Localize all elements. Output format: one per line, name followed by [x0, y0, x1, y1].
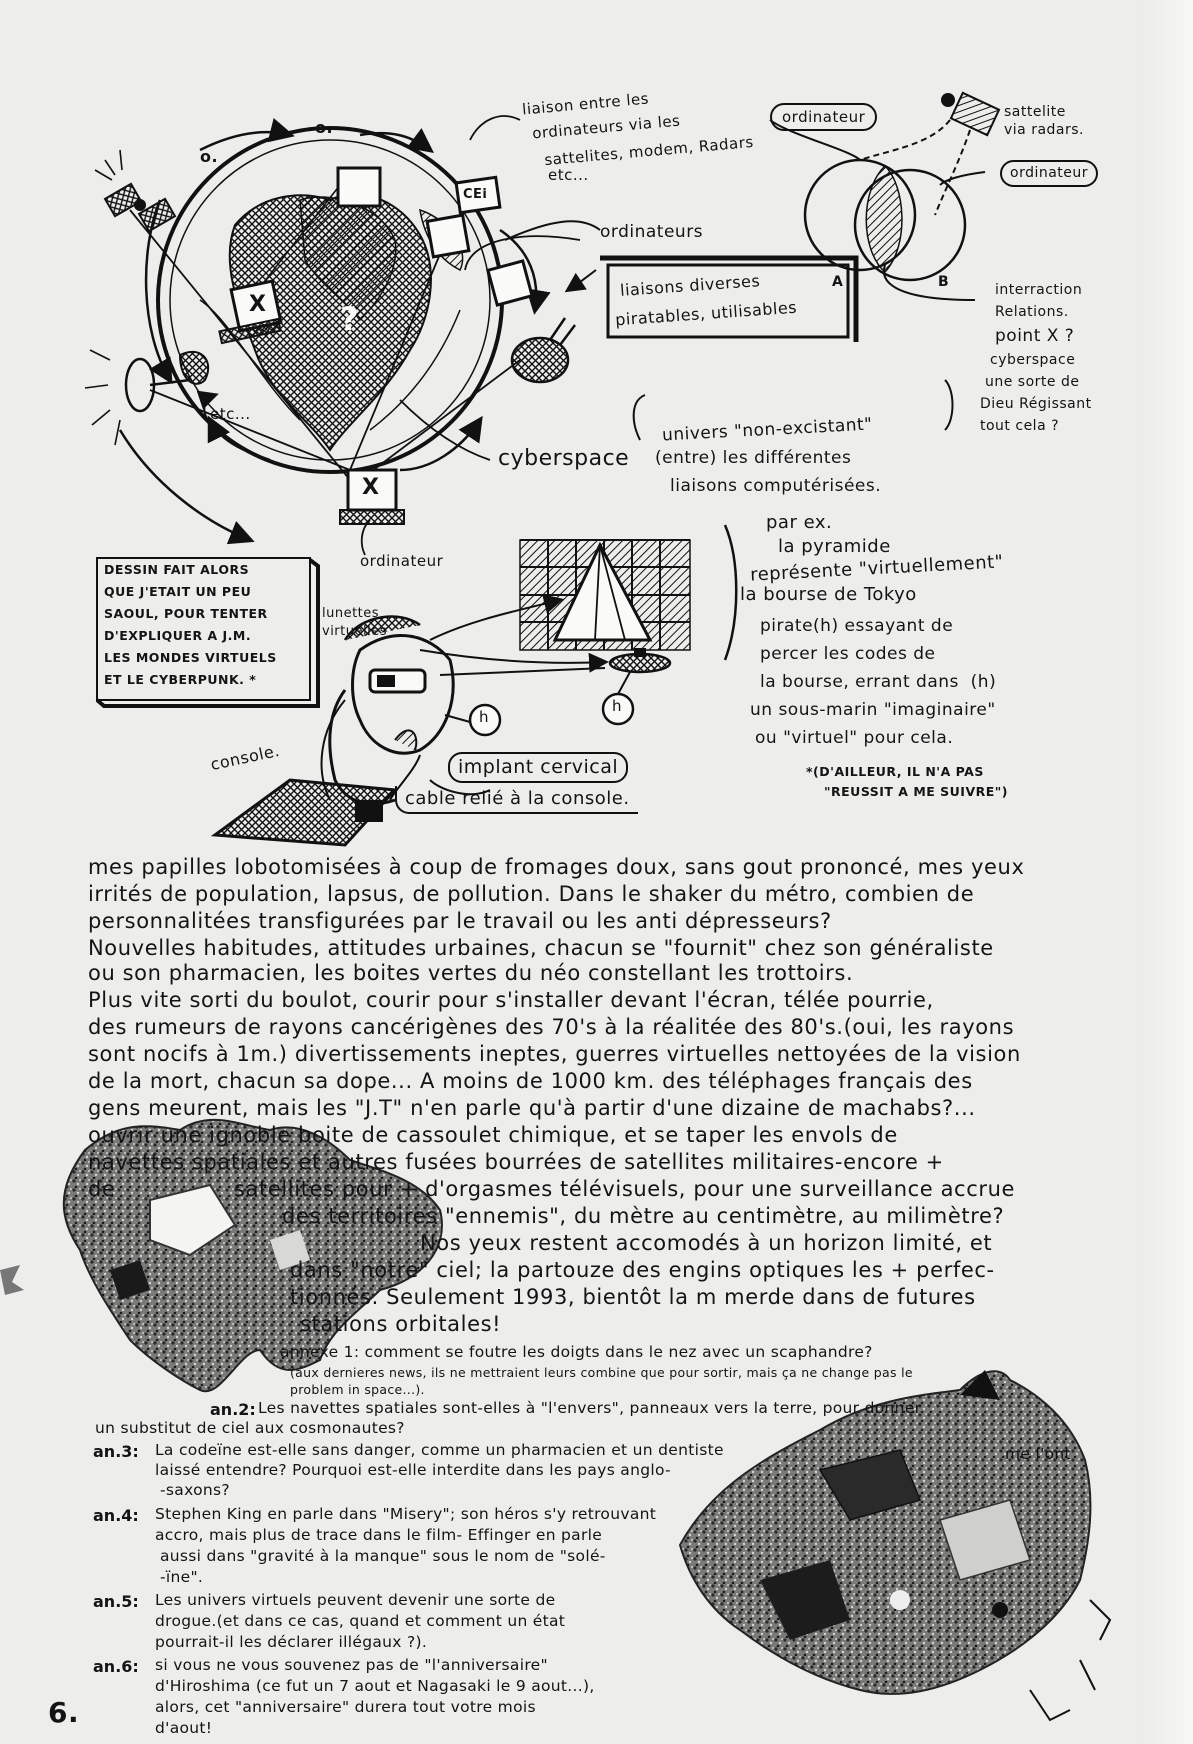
- label-x-box: X: [249, 292, 267, 317]
- body-text-line: de la mort, chacun sa dope... A moins de 1000 km. des téléphages français des: [88, 1069, 973, 1093]
- dessin-note-line: ET LE CYBERPUNK. *: [104, 672, 257, 687]
- annex-4-line: accro, mais plus de trace dans le film- Effinger en parle: [155, 1526, 603, 1544]
- interaction-note-line: cyberspace: [990, 352, 1076, 368]
- annex-2-line: un substitut de ciel aux cosmonautes?: [95, 1419, 405, 1437]
- annex-1-line: problem in space...).: [290, 1382, 425, 1397]
- univers-note-line: liaisons computérisées.: [670, 476, 882, 496]
- label-cyberspace: cyberspace: [498, 446, 630, 471]
- pyramide-note-line: par ex.: [766, 512, 833, 533]
- annex-3-line: La codeïne est-elle sans danger, comme un pharmacien et un dentiste: [155, 1441, 724, 1459]
- dessin-note-line: DESSIN FAIT ALORS: [104, 562, 250, 577]
- annex-6-line: si vous ne vous souvenez pas de "l'anniversaire": [155, 1656, 548, 1674]
- label-satellite: via radars.: [1004, 122, 1085, 138]
- annex-4-number: an.4:: [93, 1506, 139, 1525]
- annex-1-line: annexe 1: comment se foutre les doigts dans le nez avec un scaphandre?: [280, 1343, 873, 1361]
- label-cable: cable relié à la console.: [395, 786, 638, 814]
- body-text-line: sont nocifs à 1m.) divertissements ineptes, guerres virtuelles nettoyées de la vision: [88, 1042, 1021, 1066]
- interaction-note-line: une sorte de: [985, 374, 1080, 390]
- annex-3-line: -saxons?: [160, 1481, 230, 1499]
- pirate-note-line: pirate(h) essayant de: [760, 616, 954, 636]
- annex-3-line: laissé entendre? Pourquoi est-elle interdite dans les pays anglo-: [155, 1461, 671, 1479]
- pirate-note-line: ou "virtuel" pour cela.: [755, 728, 954, 748]
- footnote-line: *(D'AILLEUR, IL N'A PAS: [806, 764, 984, 779]
- pyramide-note-line: représente "virtuellement": [749, 551, 1004, 586]
- annex-4-line: aussi dans "gravité à la manque" sous le nom de "solé-: [160, 1547, 606, 1565]
- pirate-note-line: percer les codes de: [760, 644, 936, 664]
- liaison-note-line: sattelites, modem, Radars: [543, 132, 755, 170]
- body-text-line: stations orbitales!: [300, 1312, 502, 1336]
- body-text-line: des territoires "ennemis", du mètre au centimètre, au milimètre?: [282, 1204, 1005, 1228]
- body-text-line: ou son pharmacien, les boites vertes du néo constellant les trottoirs.: [88, 961, 854, 985]
- annex-5-line: pourrait-il les déclarer illégaux ?).: [155, 1633, 428, 1651]
- pyramide-note-line: la pyramide: [778, 536, 891, 557]
- annex-5-line: Les univers virtuels peuvent devenir une sorte de: [155, 1591, 556, 1609]
- body-text-line: mes papilles lobotomisées à coup de fromages doux, sans gout prononcé, mes yeux: [88, 855, 1025, 879]
- annex-3-line: me l'ont: [1005, 1445, 1071, 1463]
- pirate-note-line: la bourse, errant dans (h): [760, 672, 997, 692]
- footnote-line: "REUSSIT A ME SUIVRE"): [824, 784, 1009, 799]
- pirate-note-line: un sous-marin "imaginaire": [750, 700, 996, 720]
- liaison-note-line: liaison entre les: [521, 89, 650, 119]
- venn-diagram: [770, 120, 985, 300]
- body-text-line: Nos yeux restent accomodés à un horizon limité, et: [420, 1231, 993, 1255]
- label-satellite: sattelite: [1004, 104, 1066, 120]
- dessin-note-line: SAOUL, POUR TENTER: [104, 606, 268, 621]
- univers-note-line: univers "non-excistant": [661, 414, 874, 446]
- annex-6-line: d'aout!: [155, 1719, 213, 1737]
- label-ordinateur-bottom: ordinateur: [360, 552, 444, 570]
- label-x-box-bottom: X: [362, 475, 380, 500]
- body-text-line: gens meurent, mais les "J.T" n'en parle qu'à partir d'une dizaine de machabs?...: [88, 1096, 976, 1120]
- interaction-note-line: tout cela ?: [980, 418, 1060, 434]
- annex-2-number: an.2:: [210, 1400, 256, 1419]
- liaisons-box-line: liaisons diverses: [619, 271, 761, 300]
- annex-4-line: -ïne".: [160, 1568, 204, 1586]
- label-o-left: o.: [200, 147, 219, 166]
- dessin-note-line: QUE J'ETAIT UN PEU: [104, 584, 252, 599]
- annex-1-line: (aux dernieres news, ils ne mettraient leurs combine que pour sortir, mais ça ne change pas le: [290, 1365, 913, 1380]
- pyramide-note-line: la bourse de Tokyo: [740, 584, 917, 605]
- dessin-note-line: LES MONDES VIRTUELS: [104, 650, 277, 665]
- pyramid-grid: [520, 540, 690, 650]
- label-lunettes: virtuelles: [322, 624, 387, 639]
- interaction-note-line: point X ?: [995, 326, 1075, 346]
- label-etc: etc...: [210, 405, 251, 423]
- label-ordinateurs: ordinateurs: [600, 222, 704, 242]
- label-ordinateur-b: ordinateur: [1000, 160, 1098, 187]
- interaction-note-line: interraction: [995, 282, 1083, 298]
- label-venn-a: A: [832, 274, 844, 290]
- annex-5-number: an.5:: [93, 1592, 139, 1611]
- label-lunettes: lunettes: [322, 606, 380, 621]
- univers-note-line: (entre) les différentes: [655, 448, 852, 468]
- liaison-note-line: etc...: [548, 166, 589, 184]
- body-text-line: tionnés. Seulement 1993, bientôt la m merde dans de futures: [290, 1285, 976, 1309]
- body-text-line: ouvrir une ignoble boite de cassoulet chimique, et se taper les envols de: [88, 1123, 898, 1147]
- dessin-note-line: D'EXPLIQUER A J.M.: [104, 628, 252, 643]
- liaison-note-line: ordinateurs via les: [531, 111, 682, 143]
- body-text-line: des rumeurs de rayons cancérigènes des 70's à la réalitée des 80's.(oui, les rayons: [88, 1015, 1015, 1039]
- body-text-line: personnalitées transfigurées par le travail ou les anti dépresseurs?: [88, 909, 832, 933]
- liaisons-box-frame: [600, 258, 856, 342]
- label-venn-b: B: [938, 274, 950, 290]
- label-ordinateur-a: ordinateur: [770, 103, 877, 131]
- annex-6-number: an.6:: [93, 1657, 139, 1676]
- interaction-note-line: Dieu Régissant: [980, 396, 1092, 412]
- pod-right: [512, 318, 575, 382]
- annex-5-line: drogue.(et dans ce cas, quand et comment un état: [155, 1612, 566, 1630]
- label-h-sub: h: [612, 697, 623, 715]
- body-text-line: satellites pour + d'orgasmes télévisuels, pour une surveillance accrue: [234, 1177, 1016, 1201]
- annex-6-line: d'Hiroshima (ce fut un 7 aout et Nagasaki le 9 aout...),: [155, 1677, 595, 1695]
- annex-4-line: Stephen King en parle dans "Misery"; son héros s'y retrouvant: [155, 1505, 657, 1523]
- body-text-line: Plus vite sorti du boulot, courir pour s'installer devant l'écran, télée pourrie,: [88, 988, 934, 1012]
- label-implant: implant cervical: [448, 752, 628, 783]
- label-cei: CEi: [463, 187, 488, 202]
- annex-3-number: an.3:: [93, 1442, 139, 1461]
- annex-2-line: Les navettes spatiales sont-elles à "l'envers", panneaux vers la terre, pour donner: [258, 1399, 922, 1417]
- collage-image-right: [680, 1370, 1110, 1720]
- satellite-left: [95, 150, 175, 231]
- annex-6-line: alors, cet "anniversaire" durera tout votre mois: [155, 1698, 536, 1716]
- label-console: console.: [208, 740, 282, 775]
- label-question: ?: [340, 300, 360, 338]
- body-text-line: dans "notre" ciel; la partouze des engins optiques les + perfec-: [290, 1258, 995, 1282]
- body-text-line: irrités de population, lapsus, de pollution. Dans le shaker du métro, combien de: [88, 882, 975, 906]
- label-o-top: o.: [315, 118, 334, 137]
- page-number: 6.: [48, 1696, 80, 1729]
- liaisons-box-line: piratables, utilisables: [614, 297, 798, 330]
- interaction-note-line: Relations.: [995, 304, 1069, 320]
- body-text-line: Nouvelles habitudes, attitudes urbaines, chacun se "fournit" chez son généraliste: [88, 936, 994, 960]
- body-text-line: de: [88, 1177, 116, 1201]
- body-text-line: navettes spatiales et autres fusées bourrées de satellites militaires-encore +: [88, 1150, 944, 1174]
- label-h-head: h: [479, 708, 490, 726]
